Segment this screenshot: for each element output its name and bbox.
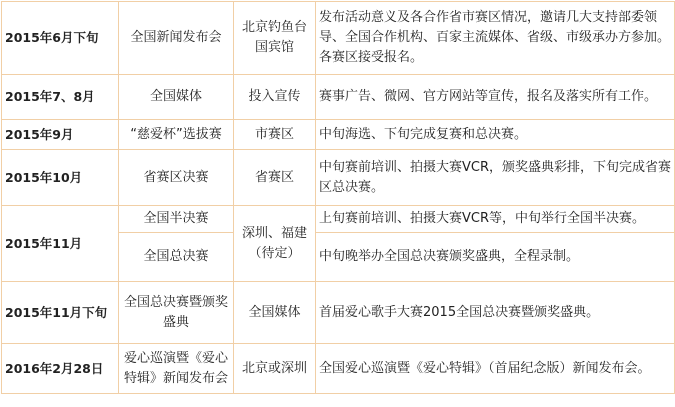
event-cell: 全国新闻发布会 [119, 2, 234, 75]
event-cell: 全国半决赛 [119, 206, 234, 233]
date-cell: 2015年11月 [2, 206, 119, 282]
table-row [2, 2, 675, 75]
description-cell: 中旬海选、下旬完成复赛和总决赛。 [316, 120, 675, 150]
table-row [2, 75, 675, 120]
table-row [2, 120, 675, 150]
description-cell: 中旬赛前培训、拍摄大赛VCR，颁奖盛典彩排，下旬完成省赛区总决赛。 [316, 150, 675, 206]
table-row [2, 206, 675, 233]
description-cell: 上旬赛前培训、拍摄大赛VCR等，中旬举行全国半决赛。 [316, 206, 675, 233]
location-cell: 北京或深圳 [234, 344, 316, 394]
table-row [2, 150, 675, 206]
table-row [2, 282, 675, 344]
event-cell: 全国总决赛暨颁奖盛典 [119, 282, 234, 344]
description-cell: 赛事广告、微网、官方网站等宣传，报名及落实所有工作。 [316, 75, 675, 120]
date-cell: 2016年2月28日 [2, 344, 119, 394]
description-cell: 首届爱心歌手大赛2015全国总决赛暨颁奖盛典。 [316, 282, 675, 344]
schedule-table [1, 1, 675, 394]
location-cell: 北京钓鱼台国宾馆 [234, 2, 316, 75]
event-cell: “慈爱杯”选拔赛 [119, 120, 234, 150]
date-cell: 2015年6月下旬 [2, 2, 119, 75]
event-cell: 省赛区决赛 [119, 150, 234, 206]
date-cell: 2015年10月 [2, 150, 119, 206]
date-cell: 2015年11月下旬 [2, 282, 119, 344]
event-cell: 爱心巡演暨《爱心特辑》新闻发布会 [119, 344, 234, 394]
date-cell: 2015年9月 [2, 120, 119, 150]
description-cell: 中旬晚举办全国总决赛颁奖盛典，全程录制。 [316, 233, 675, 282]
location-cell: 投入宣传 [234, 75, 316, 120]
table-row [2, 344, 675, 394]
event-cell: 全国总决赛 [119, 233, 234, 282]
location-cell: 市赛区 [234, 120, 316, 150]
location-cell: 全国媒体 [234, 282, 316, 344]
description-cell: 发布活动意义及各合作省市赛区情况，邀请几大支持部委领导、全国合作机构、百家主流媒体、省级、市级承办方参加。各赛区接受报名。 [316, 2, 675, 75]
location-cell: 深圳、福建（待定） [234, 206, 316, 282]
event-cell: 全国媒体 [119, 75, 234, 120]
location-cell: 省赛区 [234, 150, 316, 206]
description-cell: 全国爱心巡演暨《爱心特辑》（首届纪念版）新闻发布会。 [316, 344, 675, 394]
date-cell: 2015年7、8月 [2, 75, 119, 120]
